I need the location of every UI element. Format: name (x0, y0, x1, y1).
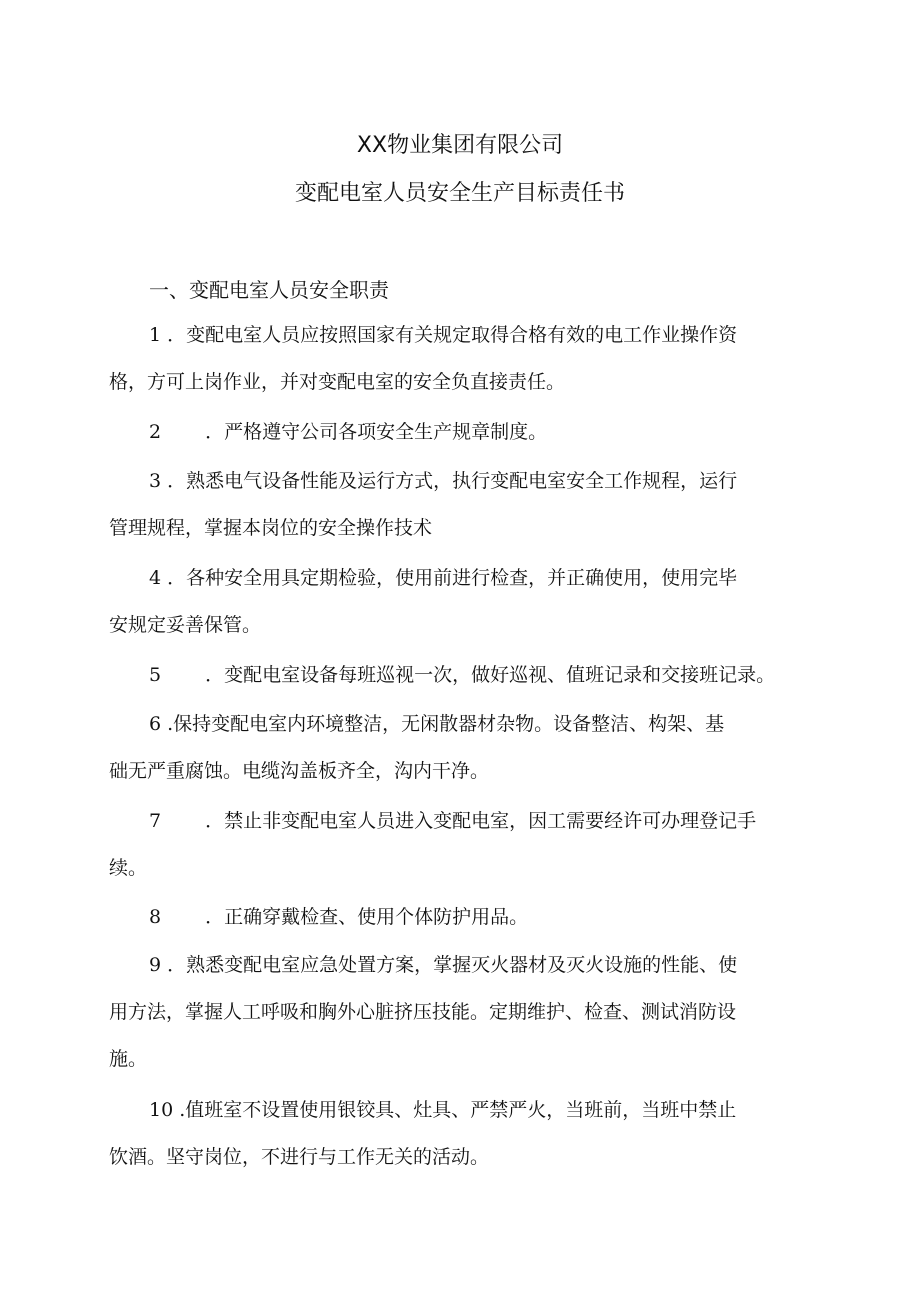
item-line (109, 894, 814, 941)
item-text: .值班室不设置使用银铰具、灶具、严禁严火，当班前，当班中禁止 (179, 1099, 737, 1121)
list-item-5 (109, 652, 814, 699)
item-line (109, 942, 814, 989)
list-item-8 (109, 894, 814, 941)
item-number: 6 (149, 713, 162, 735)
list-item-2 (109, 409, 814, 456)
item-number: 3 (149, 470, 162, 492)
item-text: ．熟悉变配电室应急处置方案，掌握灭火器材及灭火设施的性能、使 (167, 954, 738, 976)
item-line (109, 458, 814, 505)
item-line: 安规定妥善保管。 (109, 614, 262, 636)
item-text: ．各种安全用具定期检验，使用前进行检查，并正确使用，使用完毕 (167, 567, 738, 589)
item-line: 格，方可上岗作业，并对变配电室的安全负直接责任。 (109, 371, 566, 393)
list-item-3 (109, 458, 814, 552)
item-text: ．变配电室设备每班巡视一次，做好巡视、值班记录和交接班记录。 (205, 664, 776, 686)
item-line: 施。 (109, 1048, 148, 1070)
company-title: XX物业集团有限公司 (356, 133, 564, 158)
item-line (109, 652, 814, 699)
item-line (109, 701, 814, 748)
list-item-6 (109, 701, 814, 795)
item-line (109, 409, 814, 456)
item-number: 5 (149, 664, 162, 686)
item-text: ．熟悉电气设备性能及运行方式，执行变配电室安全工作规程，运行 (167, 470, 738, 492)
item-text: ．禁止非变配电室人员进入变配电室，因工需要经许可办理登记手 (205, 810, 757, 832)
document-title: 变配电室人员安全生产目标责任书 (294, 181, 625, 206)
item-line: 管理规程，掌握本岗位的安全操作技术 (109, 517, 433, 539)
item-number: 7 (149, 810, 162, 832)
section-heading: 一、变配电室人员安全职责 (149, 278, 389, 302)
item-line: 础无严重腐蚀。电缆沟盖板齐全，沟内干净。 (109, 760, 490, 782)
item-number: 10 (149, 1099, 174, 1121)
item-number: 2 (149, 421, 162, 443)
item-line: 用方法，掌握人工呼吸和胸外心脏挤压技能。定期维护、检查、测试消防设 (109, 1001, 737, 1023)
list-item-10 (109, 1087, 814, 1181)
item-number: 9 (149, 954, 162, 976)
item-line: 饮酒。坚守岗位，不进行与工作无关的活动。 (109, 1146, 490, 1168)
item-line (109, 798, 814, 845)
item-text: ．正确穿戴检查、使用个体防护用品。 (205, 906, 529, 928)
list-item-4 (109, 555, 814, 649)
item-number: 4 (149, 567, 162, 589)
list-item-9 (109, 942, 814, 1083)
item-text: ．变配电室人员应按照国家有关规定取得合格有效的电工作业操作资 (167, 324, 738, 346)
list-item-1 (109, 312, 814, 406)
item-line (109, 312, 814, 359)
item-number: 1 (149, 324, 162, 346)
item-number: 8 (149, 906, 162, 928)
item-text: .保持变配电室内环境整洁，无闲散器材杂物。设备整洁、构架、基 (167, 713, 725, 735)
list-item-7 (109, 798, 814, 892)
item-line (109, 555, 814, 602)
item-line: 续。 (109, 857, 148, 879)
item-line (109, 1087, 814, 1134)
item-text: ．严格遵守公司各项安全生产规章制度。 (205, 421, 548, 443)
